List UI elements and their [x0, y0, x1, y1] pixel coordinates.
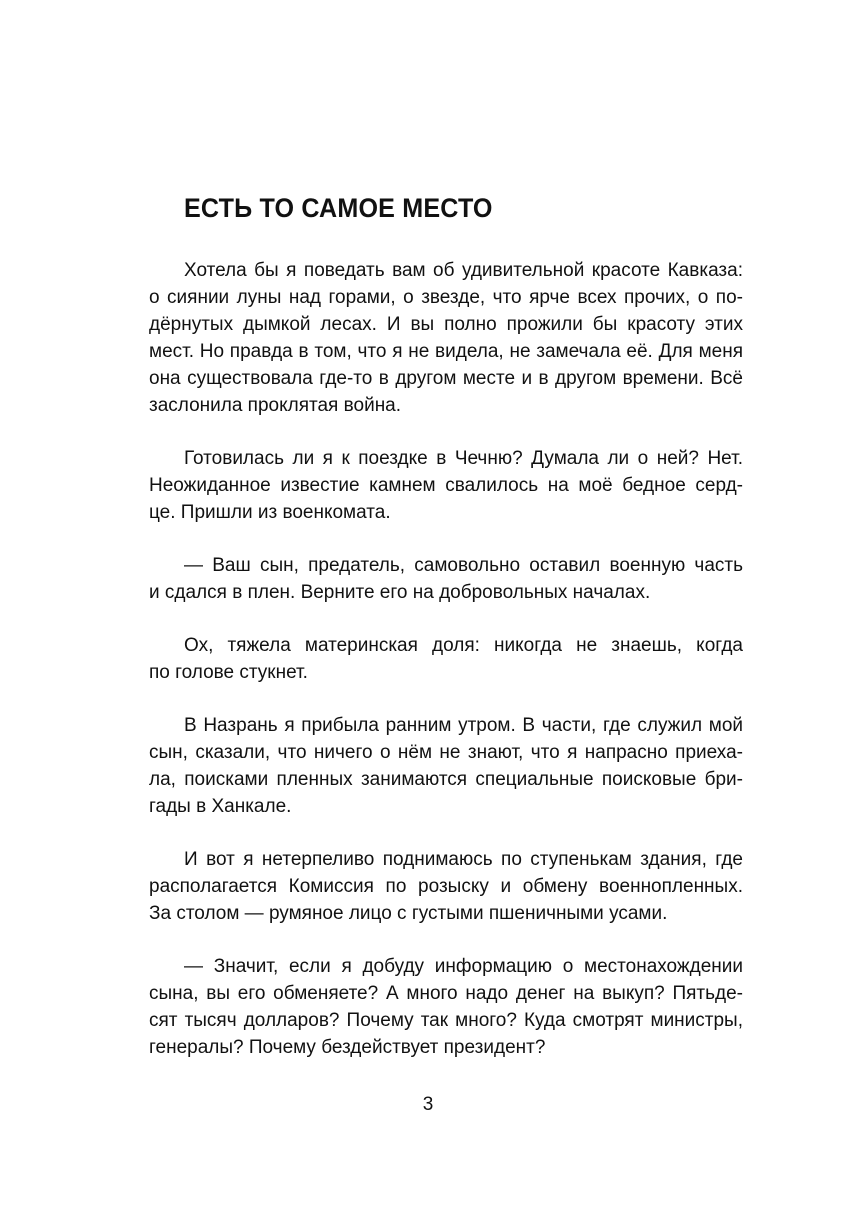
paragraph-7 — [149, 953, 743, 1061]
text-line: дёрнутых дымкой лесах. И вы полно прожили бы красоту этих — [149, 314, 743, 335]
text-line: И вот я нетерпеливо поднимаюсь по ступенькам здания, где — [184, 849, 743, 870]
page-number: 3 — [422, 1094, 434, 1115]
text-line: она существовала где-то в другом месте и в другом времени. Всё — [149, 368, 743, 389]
paragraph-3 — [149, 552, 743, 606]
text-line: и сдался в плен. Верните его на добровольных началах. — [149, 582, 651, 603]
text-line: гады в Ханкале. — [149, 796, 292, 817]
text-line: Ох, тяжела материнская доля: никогда не знаешь, когда — [184, 635, 743, 656]
text-line: За столом — румяное лицо с густыми пшеничными усами. — [149, 903, 668, 924]
paragraph-6 — [149, 846, 743, 927]
text-line: заслонила проклятая война. — [149, 395, 402, 416]
paragraph-4 — [149, 632, 743, 686]
text-line: В Назрань я прибыла ранним утром. В части, где служил мой — [184, 715, 743, 736]
text-line: сына, вы его обменяете? А много надо денег на выкуп? Пятьде- — [149, 983, 743, 1004]
text-line: Хотела бы я поведать вам об удивительной красоте Кавказа: — [184, 260, 743, 281]
chapter-title: ЕСТЬ ТО САМОЕ МЕСТО — [184, 193, 493, 223]
paragraph-1 — [149, 257, 743, 419]
text-line: сят тысяч долларов? Почему так много? Куда смотрят министры, — [149, 1010, 743, 1031]
text-line: — Значит, если я добуду информацию о местонахождении — [184, 956, 743, 977]
text-line: це. Пришли из военкомата. — [149, 502, 391, 523]
text-line: о сиянии луны над горами, о звезде, что ярче всех прочих, о по- — [149, 287, 743, 308]
paragraph-2 — [149, 445, 743, 526]
text-line: сын, сказали, что ничего о нём не знают, что я напрасно приеха- — [149, 742, 743, 763]
text-line: Неожиданное известие камнем свалилось на моё бедное серд- — [149, 475, 743, 496]
text-line: по голове стукнет. — [149, 662, 308, 683]
chapter-body — [149, 257, 743, 1087]
text-line: — Ваш сын, предатель, самовольно оставил военную часть — [184, 555, 743, 576]
text-line: генералы? Почему бездействует президент? — [149, 1037, 546, 1058]
text-line: мест. Но правда в том, что я не видела, не замечала её. Для меня — [149, 341, 743, 362]
text-line: располагается Комиссия по розыску и обмену военнопленных. — [149, 876, 743, 897]
paragraph-5 — [149, 712, 743, 820]
text-line: ла, поисками пленных занимаются специальные поисковые бри- — [149, 769, 743, 790]
text-line: Готовилась ли я к поездке в Чечню? Думала ли о ней? Нет. — [184, 448, 743, 469]
